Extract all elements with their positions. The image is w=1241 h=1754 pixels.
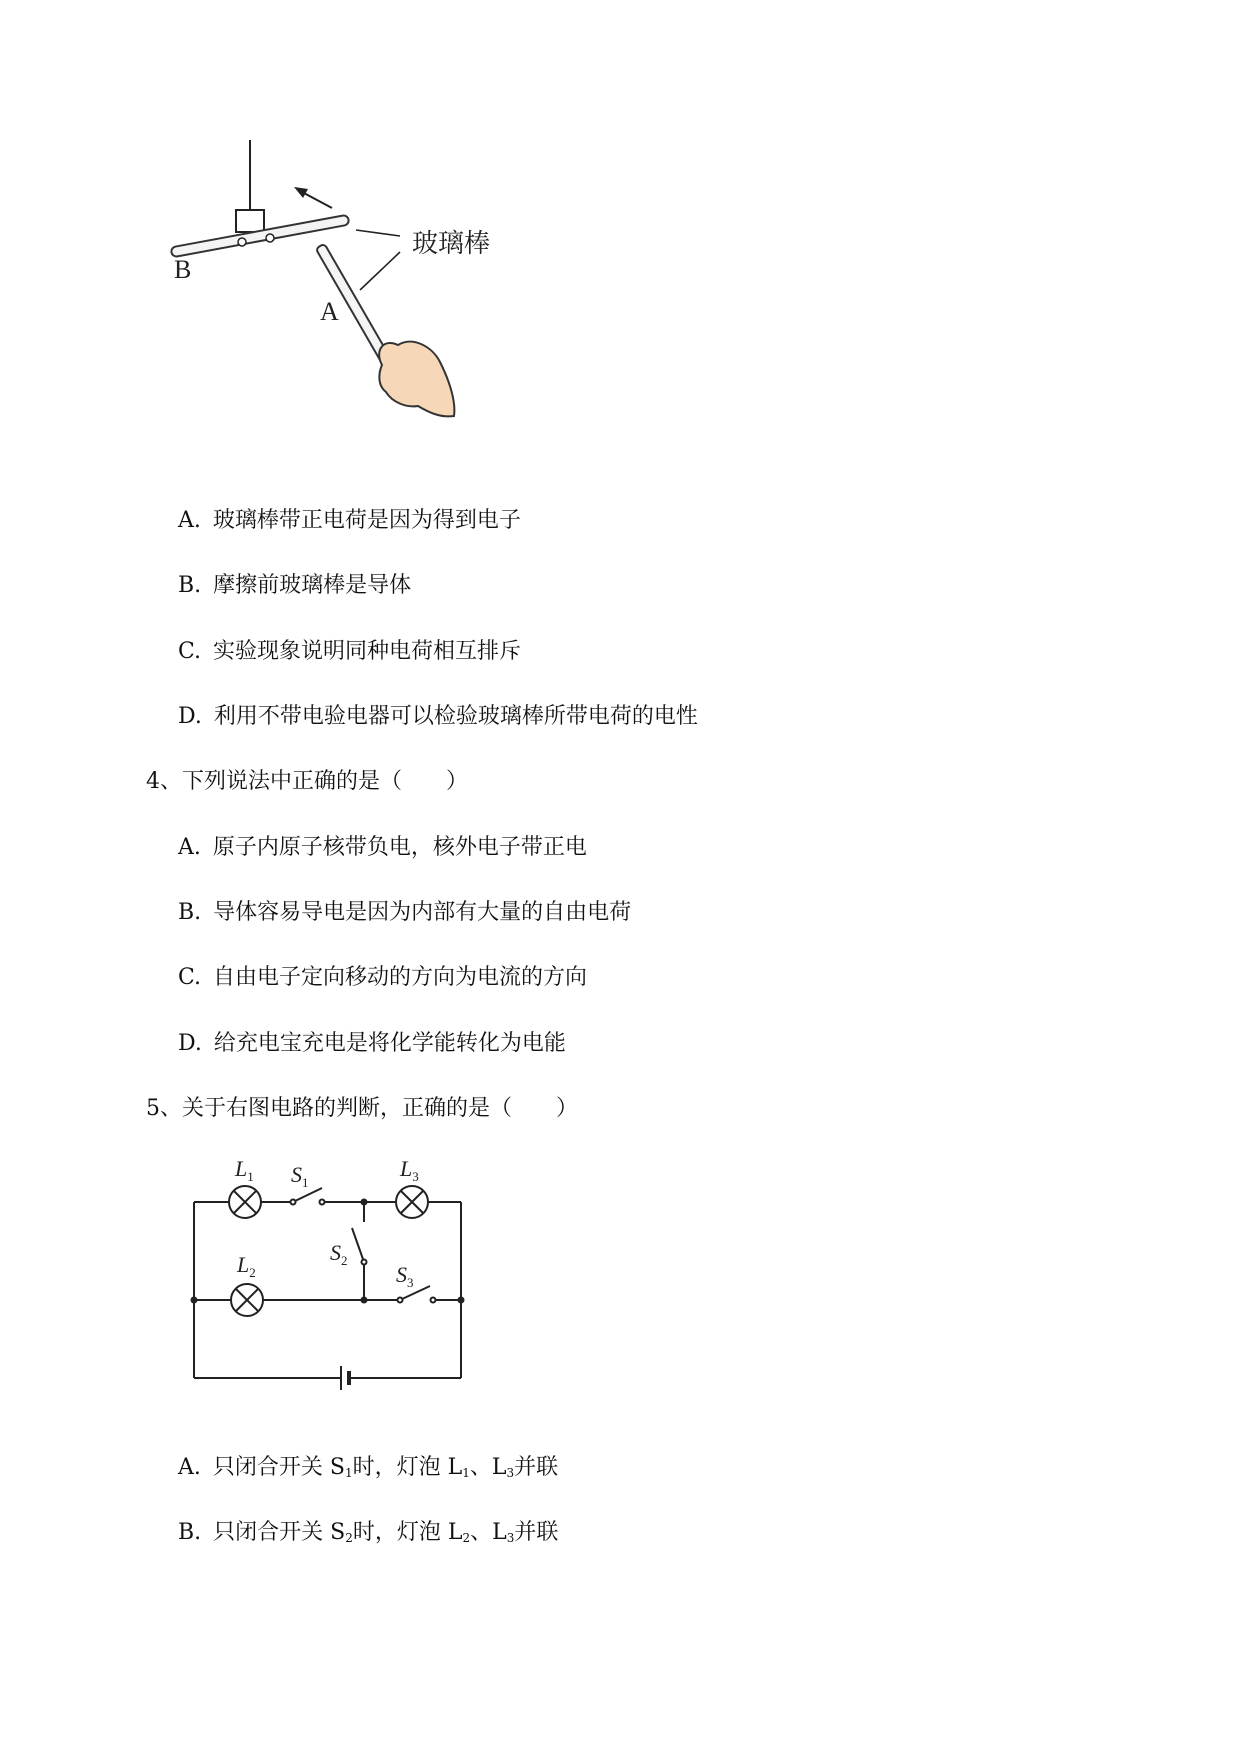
battery-icon [341,1366,349,1390]
rotation-arrow-icon [294,187,332,208]
switch-s2-icon [352,1228,367,1265]
q5-option-a: A. 只闭合开关 $S_1$时，灯泡 $L_1$、$L_3$并联 [178,1455,559,1480]
circuit-diagram [180,1150,480,1400]
label-s2: $S_2$ [330,1240,348,1268]
switch-s3-icon [398,1286,436,1303]
holder-block [236,210,264,232]
bulb-l1-icon [229,1186,261,1218]
leader-line [360,252,400,290]
q5-option-b: B. 只闭合开关 $S_2$时，灯泡 $L_2$、$L_3$并联 [178,1520,559,1545]
hand-icon [379,342,454,417]
label-l1: $L_1$ [235,1156,254,1184]
rod-label: 玻璃棒 [412,229,491,259]
label-b: B [174,255,192,284]
q4-option-d: D. 给充电宝充电是将化学能转化为电能 [178,1031,566,1056]
q4-option-b: B. 导体容易导电是因为内部有大量的自由电荷 [178,900,632,925]
q3-option-b: B. 摩擦前玻璃棒是导体 [178,573,412,598]
switch-s1-icon [291,1188,325,1205]
leader-line [356,230,400,236]
q4-option-c: C. 自由电子定向移动的方向为电流的方向 [178,965,588,990]
bulb-l3-icon [396,1186,428,1218]
q3-option-c: C. 实验现象说明同种电荷相互排斥 [178,639,522,664]
glass-rod-figure [160,140,560,470]
label-l2: $L_2$ [237,1252,256,1280]
q3-option-a: A. 玻璃棒带正电荷是因为得到电子 [178,508,521,533]
q5-stem: 5、关于右图电路的判断，正确的是（ ） [146,1096,578,1121]
q4-stem: 4、下列说法中正确的是（ ） [146,769,468,794]
q4-option-a: A. 原子内原子核带负电，核外电子带正电 [178,835,587,860]
label-s1: $S_1$ [291,1162,309,1190]
q3-option-d: D. 利用不带电验电器可以检验玻璃棒所带电荷的电性 [178,704,698,729]
label-l3: $L_3$ [400,1156,419,1184]
label-s3: $S_3$ [396,1262,414,1290]
label-a: A [320,297,339,326]
bulb-l2-icon [231,1284,263,1316]
